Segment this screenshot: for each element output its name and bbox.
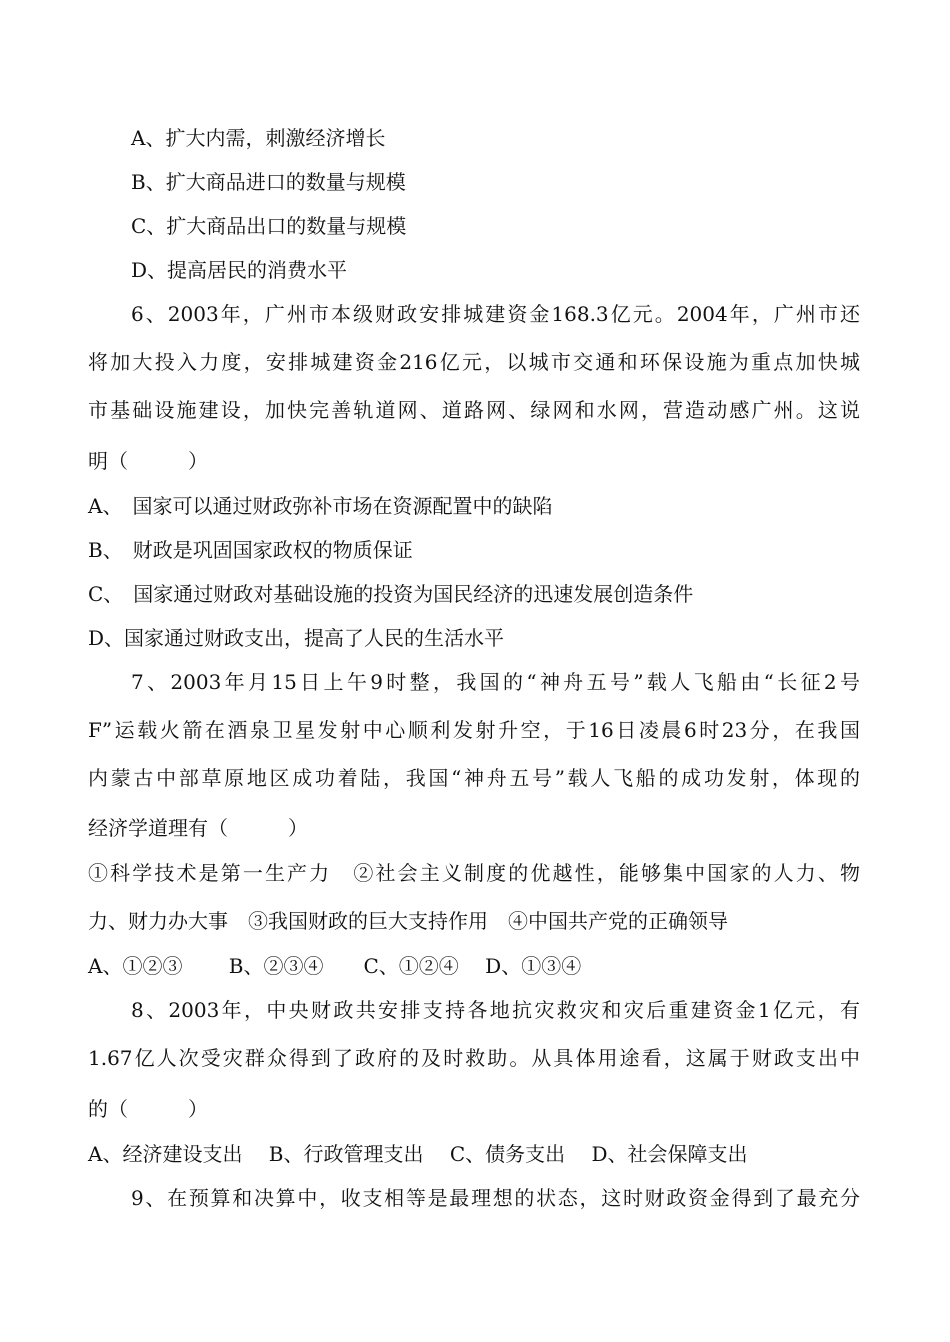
q8-options: A、经济建设支出 B、行政管理支出 C、债务支出 D、社会保障支出: [88, 1142, 748, 1166]
q5-option-a: A、扩大内需，刺激经济增长: [131, 126, 386, 150]
q5-option-c: C、扩大商品出口的数量与规模: [131, 214, 407, 238]
q6-option-c: C、 国家通过财政对基础设施的投资为国民经济的迅速发展创造条件: [88, 582, 694, 606]
q5-option-b: B、扩大商品进口的数量与规模: [131, 170, 406, 194]
q7-statements-line-2: 力、财力办大事 ③我国财政的巨大支持作用 ④中国共产党的正确领导: [88, 909, 728, 933]
q6-stem-line-4: 明（ ）: [88, 449, 208, 473]
q7-stem-line-2: F”运载火箭在酒泉卫星发射中心顺利发射升空，于16日凌晨6时23分，在我国: [88, 718, 860, 742]
q7-stem-line-3: 内蒙古中部草原地区成功着陆，我国“神舟五号”载人飞船的成功发射，体现的: [88, 766, 860, 790]
q7-statements-line-1: ①科学技术是第一生产力 ②社会主义制度的优越性，能够集中国家的人力、物: [88, 861, 860, 885]
q7-stem-line-4: 经济学道理有（ ）: [88, 816, 308, 840]
q6-option-a: A、 国家可以通过财政弥补市场在资源配置中的缺陷: [88, 494, 553, 518]
q6-option-d: D、国家通过财政支出，提高了人民的生活水平: [88, 626, 505, 650]
q6-option-b: B、 财政是巩固国家政权的物质保证: [88, 538, 413, 562]
q9-stem-line-1: 9、在预算和决算中，收支相等是最理想的状态，这时财政资金得到了最充分: [131, 1186, 860, 1210]
q7-stem-line-1: 7、2003年月15日上午9时整，我国的“神舟五号”载人飞船由“长征2号: [131, 670, 860, 694]
q6-stem-line-2: 将加大投入力度，安排城建资金216亿元，以城市交通和环保设施为重点加快城: [88, 350, 860, 374]
q7-options: A、①②③ B、②③④ C、①②④ D、①③④: [88, 954, 582, 978]
q8-stem-line-3: 的（ ）: [88, 1097, 208, 1121]
q6-stem-line-3: 市基础设施建设，加快完善轨道网、道路网、绿网和水网，营造动感广州。这说: [88, 398, 860, 422]
q5-option-d: D、提高居民的消费水平: [131, 258, 348, 282]
q6-stem-line-1: 6、2003年，广州市本级财政安排城建资金168.3亿元。2004年，广州市还: [131, 302, 860, 326]
q8-stem-line-1: 8、2003年，中央财政共安排支持各地抗灾救灾和灾后重建资金1亿元，有: [131, 998, 860, 1022]
q8-stem-line-2: 1.67亿人次受灾群众得到了政府的及时救助。从具体用途看，这属于财政支出中: [88, 1046, 860, 1070]
